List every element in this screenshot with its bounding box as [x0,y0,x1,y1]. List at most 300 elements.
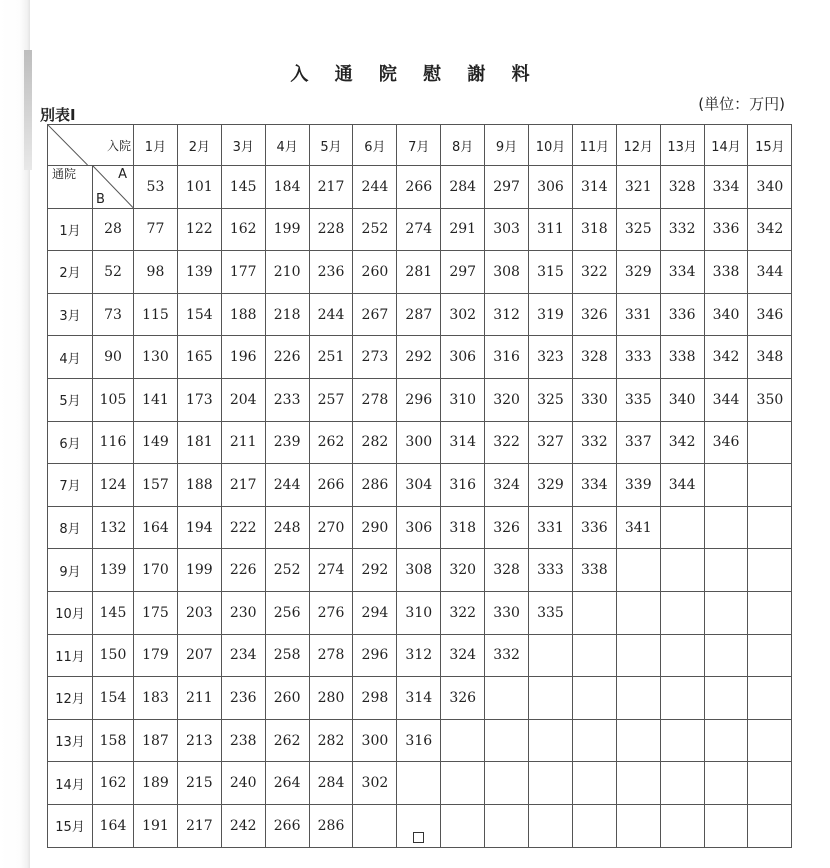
value-cell: 297 [441,251,485,294]
value-cell: 218 [265,293,309,336]
value-cell: 346 [704,421,748,464]
empty-cell [704,634,748,677]
value-cell: 300 [353,719,397,762]
empty-cell [748,677,792,720]
value-cell: 211 [177,677,221,720]
value-cell: 328 [485,549,529,592]
value-cell: 346 [748,293,792,336]
value-cell: 210 [265,251,309,294]
value-cell: 267 [353,293,397,336]
value-cell: 335 [616,378,660,421]
value-cell: 226 [221,549,265,592]
value-cell: 179 [134,634,178,677]
outpatient-label: 通院 [52,167,77,181]
value-cell: 314 [397,677,441,720]
value-cell: 211 [221,421,265,464]
value-cell: 130 [134,336,178,379]
value-cell: 286 [309,804,353,847]
column-header-13: 13月 [660,125,704,166]
table-row [48,251,792,294]
row-header: 2月 [48,251,93,294]
value-cell: 322 [572,251,616,294]
value-cell: 342 [660,421,704,464]
value-cell: 244 [309,293,353,336]
value-cell: 316 [441,464,485,507]
empty-cell [660,677,704,720]
value-cell: 240 [221,762,265,805]
a-value-cell: 297 [485,166,529,209]
value-cell: 154 [177,293,221,336]
value-cell: 330 [572,378,616,421]
b-value-cell: 124 [93,464,134,507]
row-header: 10月 [48,591,93,634]
empty-cell [485,804,529,847]
value-cell: 348 [748,336,792,379]
value-cell: 300 [397,421,441,464]
empty-cell [397,762,441,805]
value-cell: 303 [485,208,529,251]
value-cell: 251 [309,336,353,379]
value-cell: 334 [572,464,616,507]
value-cell: 175 [134,591,178,634]
empty-cell [441,804,485,847]
a-value-cell: 328 [660,166,704,209]
empty-cell [660,591,704,634]
empty-cell [529,804,573,847]
value-cell: 340 [660,378,704,421]
b-value-cell: 116 [93,421,134,464]
a-value-cell: 340 [748,166,792,209]
column-header-1: 1月 [134,125,178,166]
value-cell: 252 [353,208,397,251]
value-cell: 326 [441,677,485,720]
value-cell: 256 [265,591,309,634]
value-cell: 322 [485,421,529,464]
outpatient-header-cell [48,166,93,209]
value-cell: 302 [441,293,485,336]
column-header-7: 7月 [397,125,441,166]
value-cell: 274 [397,208,441,251]
page-title: 入 通 院 慰 謝 料 [290,64,540,85]
column-header-8: 8月 [441,125,485,166]
b-value-cell: 90 [93,336,134,379]
value-cell: 324 [441,634,485,677]
value-cell: 326 [572,293,616,336]
b-value-cell: 52 [93,251,134,294]
row-header: 9月 [48,549,93,592]
value-cell: 266 [309,464,353,507]
value-cell: 98 [134,251,178,294]
empty-cell [660,719,704,762]
value-cell: 164 [134,506,178,549]
value-cell: 230 [221,591,265,634]
ab-header-cell [93,166,134,209]
value-cell: 316 [485,336,529,379]
value-cell: 262 [265,719,309,762]
empty-cell [572,634,616,677]
empty-cell [572,762,616,805]
compensation-table [47,124,792,848]
value-cell: 191 [134,804,178,847]
value-cell: 213 [177,719,221,762]
value-cell: 189 [134,762,178,805]
value-cell: 332 [660,208,704,251]
value-cell: 332 [485,634,529,677]
value-cell: 340 [704,293,748,336]
value-cell: 236 [309,251,353,294]
b-value-cell: 73 [93,293,134,336]
b-value-cell: 145 [93,591,134,634]
empty-cell [748,719,792,762]
value-cell: 308 [485,251,529,294]
a-value-cell: 306 [529,166,573,209]
empty-cell [748,421,792,464]
value-cell: 257 [309,378,353,421]
value-cell: 228 [309,208,353,251]
empty-cell [572,591,616,634]
empty-cell [616,804,660,847]
value-cell: 334 [660,251,704,294]
value-cell: 328 [572,336,616,379]
table-row [48,208,792,251]
empty-cell [616,719,660,762]
unit-note: (単位：万円) [698,95,785,113]
value-cell: 294 [353,591,397,634]
value-cell: 278 [309,634,353,677]
a-value-cell: 334 [704,166,748,209]
empty-cell [485,677,529,720]
value-cell: 338 [572,549,616,592]
table-row [48,762,792,805]
table-row [48,421,792,464]
empty-cell [704,804,748,847]
value-cell: 327 [529,421,573,464]
value-cell: 316 [397,719,441,762]
page-binding-shadow [0,0,30,868]
row-header: 4月 [48,336,93,379]
value-cell: 199 [265,208,309,251]
value-cell: 344 [660,464,704,507]
table-row [48,506,792,549]
value-cell: 326 [485,506,529,549]
value-cell: 338 [704,251,748,294]
value-cell: 215 [177,762,221,805]
value-cell: 260 [353,251,397,294]
value-cell: 310 [397,591,441,634]
row-header: 5月 [48,378,93,421]
value-cell: 238 [221,719,265,762]
empty-cell [572,677,616,720]
row-header: 15月 [48,804,93,847]
value-cell: 333 [616,336,660,379]
inpatient-label: 入院 [106,139,131,153]
b-value-cell: 150 [93,634,134,677]
a-value-cell: 101 [177,166,221,209]
value-cell: 141 [134,378,178,421]
empty-cell [704,549,748,592]
value-cell: 350 [748,378,792,421]
value-cell: 318 [441,506,485,549]
value-cell: 278 [353,378,397,421]
column-header-11: 11月 [572,125,616,166]
empty-cell [748,762,792,805]
value-cell: 233 [265,378,309,421]
empty-cell [748,549,792,592]
b-value-cell: 132 [93,506,134,549]
value-cell: 336 [572,506,616,549]
table-row [48,677,792,720]
value-cell: 325 [529,378,573,421]
value-cell: 291 [441,208,485,251]
value-cell: 264 [265,762,309,805]
empty-cell [660,762,704,805]
value-cell: 312 [397,634,441,677]
corner-header-cell [48,125,134,166]
empty-cell [485,719,529,762]
value-cell: 273 [353,336,397,379]
b-value-cell: 158 [93,719,134,762]
a-value-cell: 321 [616,166,660,209]
value-cell: 333 [529,549,573,592]
a-value-cell: 184 [265,166,309,209]
empty-cell [529,719,573,762]
value-cell: 258 [265,634,309,677]
empty-cell [353,804,397,847]
row-header: 13月 [48,719,93,762]
value-cell: 292 [353,549,397,592]
value-cell: 332 [572,421,616,464]
column-header-5: 5月 [309,125,353,166]
empty-cell [704,591,748,634]
value-cell: 248 [265,506,309,549]
empty-cell [616,634,660,677]
empty-cell [529,634,573,677]
value-cell: 217 [177,804,221,847]
value-cell: 207 [177,634,221,677]
value-cell: 320 [441,549,485,592]
value-cell: 329 [616,251,660,294]
value-cell: 196 [221,336,265,379]
value-cell: 266 [265,804,309,847]
empty-cell [529,762,573,805]
value-cell: 335 [529,591,573,634]
value-cell: 342 [704,336,748,379]
value-cell: 262 [309,421,353,464]
value-cell: 324 [485,464,529,507]
table-row [48,719,792,762]
value-cell: 290 [353,506,397,549]
empty-cell [748,591,792,634]
column-header-15: 15月 [748,125,792,166]
value-cell: 280 [309,677,353,720]
value-cell: 115 [134,293,178,336]
row-header: 1月 [48,208,93,251]
value-cell: 306 [397,506,441,549]
value-cell: 77 [134,208,178,251]
value-cell: 287 [397,293,441,336]
value-cell: 173 [177,378,221,421]
empty-cell [748,634,792,677]
column-header-14: 14月 [704,125,748,166]
value-cell: 314 [441,421,485,464]
value-cell: 336 [660,293,704,336]
empty-cell [616,677,660,720]
column-header-row [48,125,792,166]
value-cell: 282 [309,719,353,762]
empty-cell [660,804,704,847]
table-label: 別表Ⅰ [40,106,76,124]
a-values-row [48,166,792,209]
row-header: 14月 [48,762,93,805]
a-value-cell: 53 [134,166,178,209]
empty-cell [616,591,660,634]
a-value-cell: 284 [441,166,485,209]
value-cell: 204 [221,378,265,421]
value-cell: 329 [529,464,573,507]
value-cell: 344 [704,378,748,421]
value-cell: 330 [485,591,529,634]
a-value-cell: 266 [397,166,441,209]
value-cell: 298 [353,677,397,720]
table-row [48,591,792,634]
value-cell: 222 [221,506,265,549]
empty-cell [441,719,485,762]
value-cell: 236 [221,677,265,720]
value-cell: 323 [529,336,573,379]
value-cell: 187 [134,719,178,762]
b-value-cell: 162 [93,762,134,805]
empty-cell [616,549,660,592]
column-header-6: 6月 [353,125,397,166]
value-cell: 199 [177,549,221,592]
value-cell: 157 [134,464,178,507]
value-cell: 149 [134,421,178,464]
table-row [48,634,792,677]
b-value-cell: 28 [93,208,134,251]
value-cell: 322 [441,591,485,634]
compensation-table-wrap [47,124,792,848]
value-cell: 296 [397,378,441,421]
column-header-10: 10月 [529,125,573,166]
value-cell: 244 [265,464,309,507]
value-cell: 281 [397,251,441,294]
a-value-cell: 244 [353,166,397,209]
b-value-cell: 154 [93,677,134,720]
value-cell: 226 [265,336,309,379]
column-header-12: 12月 [616,125,660,166]
column-header-3: 3月 [221,125,265,166]
value-cell: 284 [309,762,353,805]
empty-cell [704,719,748,762]
row-header: 6月 [48,421,93,464]
value-cell: 311 [529,208,573,251]
value-cell: 341 [616,506,660,549]
empty-cell [660,549,704,592]
b-value-cell: 164 [93,804,134,847]
b-value-cell: 139 [93,549,134,592]
empty-cell [704,677,748,720]
value-cell: 165 [177,336,221,379]
empty-cell [660,634,704,677]
value-cell: 320 [485,378,529,421]
a-value-cell: 217 [309,166,353,209]
value-cell: 304 [397,464,441,507]
value-cell: 234 [221,634,265,677]
row-header: 11月 [48,634,93,677]
b-value-cell: 105 [93,378,134,421]
value-cell: 183 [134,677,178,720]
value-cell: 331 [616,293,660,336]
empty-cell [748,506,792,549]
value-cell: 318 [572,208,616,251]
empty-cell [704,464,748,507]
empty-cell [704,762,748,805]
empty-cell [660,506,704,549]
value-cell: 315 [529,251,573,294]
table-row [48,549,792,592]
value-cell: 270 [309,506,353,549]
value-cell: 339 [616,464,660,507]
row-header: 7月 [48,464,93,507]
column-header-4: 4月 [265,125,309,166]
value-cell: 338 [660,336,704,379]
empty-cell [616,762,660,805]
a-value-cell: 314 [572,166,616,209]
value-cell: 292 [397,336,441,379]
value-cell: 162 [221,208,265,251]
empty-cell [572,804,616,847]
value-cell: 188 [221,293,265,336]
value-cell: 242 [221,804,265,847]
value-cell: 139 [177,251,221,294]
table-row [48,464,792,507]
value-cell: 319 [529,293,573,336]
table-row [48,336,792,379]
value-cell: 177 [221,251,265,294]
table-body [48,125,792,848]
value-cell: 203 [177,591,221,634]
value-cell: 276 [309,591,353,634]
column-header-9: 9月 [485,125,529,166]
value-cell: 286 [353,464,397,507]
value-cell: 217 [221,464,265,507]
value-cell: 188 [177,464,221,507]
empty-cell [748,464,792,507]
a-label: A [118,167,127,182]
value-cell: 310 [441,378,485,421]
empty-cell [704,506,748,549]
value-cell: 342 [748,208,792,251]
value-cell: 331 [529,506,573,549]
empty-cell [529,677,573,720]
b-label: B [96,191,105,207]
page-marker-square [413,832,424,843]
a-value-cell: 145 [221,166,265,209]
value-cell: 344 [748,251,792,294]
empty-cell [441,762,485,805]
column-header-2: 2月 [177,125,221,166]
row-header: 12月 [48,677,93,720]
value-cell: 296 [353,634,397,677]
table-row [48,378,792,421]
value-cell: 260 [265,677,309,720]
empty-cell [572,719,616,762]
row-header: 8月 [48,506,93,549]
value-cell: 252 [265,549,309,592]
value-cell: 282 [353,421,397,464]
row-header: 3月 [48,293,93,336]
value-cell: 325 [616,208,660,251]
